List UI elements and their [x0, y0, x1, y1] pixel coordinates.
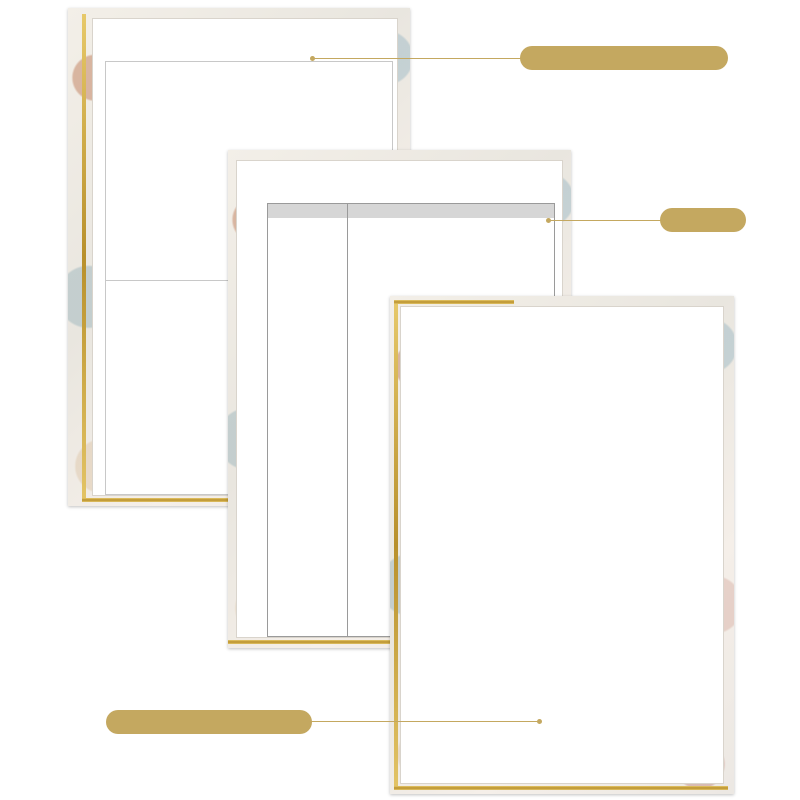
contacts-leader-line — [548, 220, 662, 221]
details-header — [348, 204, 554, 218]
gold-frame-bottom — [394, 786, 728, 790]
holidays-sheet — [400, 306, 724, 784]
yearly-leader-line — [312, 58, 522, 59]
yearly-callout — [520, 46, 728, 70]
festival-leader-line — [310, 721, 540, 722]
gold-frame-top — [394, 300, 514, 304]
names-header — [268, 204, 348, 218]
festival-callout — [106, 710, 312, 734]
holidays-page — [390, 296, 734, 794]
gold-frame-left — [394, 300, 398, 790]
column-divider — [347, 204, 348, 636]
gold-frame-left — [82, 14, 86, 500]
contacts-header — [268, 204, 554, 218]
contacts-callout — [660, 208, 746, 232]
